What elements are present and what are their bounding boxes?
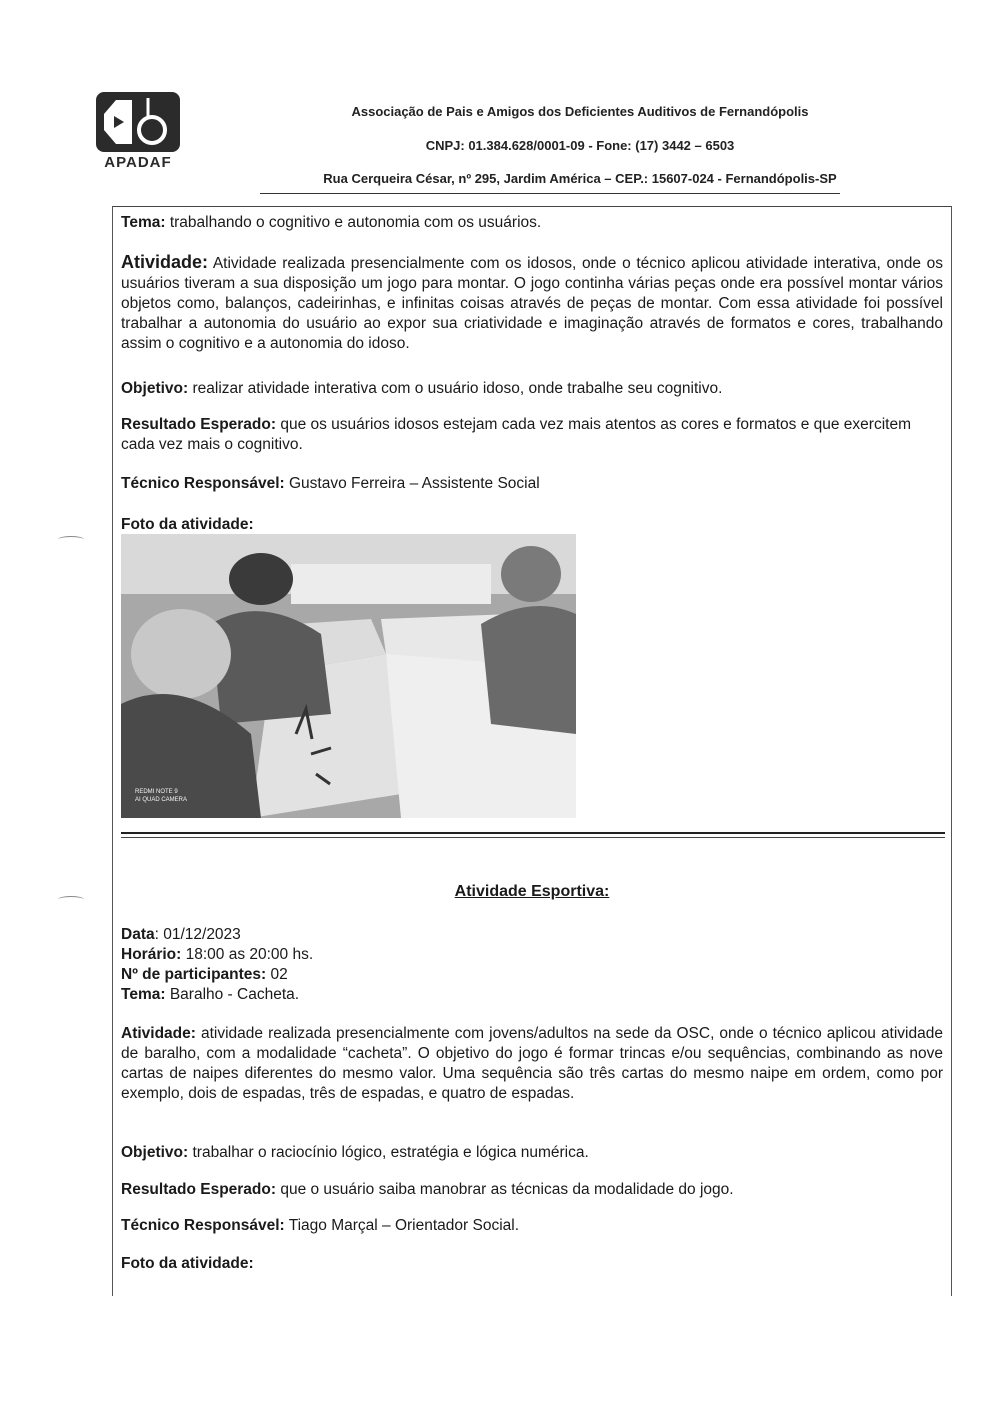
apadaf-logo [92,92,184,178]
section-divider [121,832,945,834]
objetivo-value: realizar atividade interativa com o usuário idoso, onde trabalhe seu cognitivo. [188,380,723,397]
atividade-label: Atividade: [121,252,209,272]
activity1-foto-label [121,515,943,535]
tema-label: Tema: [121,214,166,231]
resultado-value: que os usuários idosos estejam cada vez mais atentos as cores e formatos e que exercitem cada vez mais o cognitivo. [121,416,911,453]
tema-value: Baralho - Cacheta. [165,986,300,1003]
tecnico-value: Tiago Marçal – Orientador Social. [284,1217,520,1234]
resultado-label: Resultado Esperado: [121,1181,277,1198]
photo-watermark: REDMI NOTE 9 AI QUAD CAMERA [135,789,188,803]
participantes-label: Nº de participantes: [121,966,267,983]
ear-symbol-icon [96,92,180,152]
objetivo-label: Objetivo: [121,1144,189,1161]
objetivo-label: Objetivo: [121,380,189,397]
tecnico-value: Gustavo Ferreira – Assistente Social [284,475,540,492]
data-value: : 01/12/2023 [154,926,241,943]
foto-label: Foto da atividade: [121,1255,254,1272]
atividade-label: Atividade: [121,1025,196,1042]
activity1-objetivo [121,379,943,399]
activity2-meta [121,925,943,1005]
activity1-resultado [121,415,943,455]
activity2-resultado [121,1180,943,1200]
atividade-value: atividade realizada presencialmente com jovens/adultos na sede da OSC, onde o técnico aplicou atividade de baralho, com a modalidade “cacheta”. O objetivo do jogo é formar trincas e/ou sequências, combinando as nove cartas de naipes diferentes do mesmo valor. Uma sequência são três cartas do mesmo naipe em ordem, como por exemplo, dois de espadas, três de espadas, e quatro de espadas. [121,1025,943,1102]
resultado-value: que o usuário saiba manobrar as técnicas da modalidade do jogo. [276,1181,734,1198]
cnpj-phone: CNPJ: 01.384.628/0001-09 - Fone: (17) 3442 – 6503 [425,138,735,153]
section-title: Atividade Esportiva: [454,883,610,900]
logo-text: APADAF [104,154,172,171]
section-divider-thin [121,837,945,838]
tecnico-label: Técnico Responsável: [121,475,285,492]
activity2-atividade [121,1024,943,1104]
tecnico-label: Técnico Responsável: [121,1217,285,1234]
objetivo-value: trabalhar o raciocínio lógico, estratégia e lógica numérica. [188,1144,589,1161]
data-label: Data [121,926,155,943]
tema-label: Tema: [121,986,166,1003]
frame-left-border [112,206,113,1296]
activity1-tecnico [121,474,943,494]
scan-margin-mark [58,896,84,903]
horario-value: 18:00 as 20:00 hs. [181,946,314,963]
tema-value: trabalhando o cognitivo e autonomia com os usuários. [165,214,542,231]
org-name: Associação de Pais e Amigos dos Deficientes Auditivos de Fernandópolis [351,104,809,119]
activity-photo [121,534,576,818]
logo-emblem [96,92,180,152]
address: Rua Cerqueira César, nº 295, Jardim América – CEP.: 15607-024 - Fernandópolis-SP [323,171,837,186]
header-divider [260,193,840,194]
activity2-tecnico [121,1216,943,1236]
frame-top-border [112,206,952,207]
photo-illustration [121,534,576,818]
activity2-foto-label [121,1254,943,1274]
horario-label: Horário: [121,946,182,963]
participantes-value: 02 [266,966,288,983]
frame-right-border [951,206,952,1296]
scan-margin-mark [58,536,84,543]
activity2-objetivo [121,1143,943,1163]
activity1-atividade [121,252,943,354]
foto-label: Foto da atividade: [121,516,254,533]
resultado-label: Resultado Esperado: [121,416,277,433]
atividade-value: Atividade realizada presencialmente com os idosos, onde o técnico aplicou atividade interativa, onde os usuários tiveram a sua disposição um jogo para montar. O jogo continha várias peças onde era possível montar vários objetos como, balanços, cadeirinhas, e infinitas coisas através de peças de montar. Com essa atividade foi possível trabalhar a autonomia do usuário ao expor sua criatividade e imaginação através de formatos e cores, trabalhando assim o cognitivo e a autonomia do idoso. [121,255,943,352]
activity1-tema [121,213,943,233]
